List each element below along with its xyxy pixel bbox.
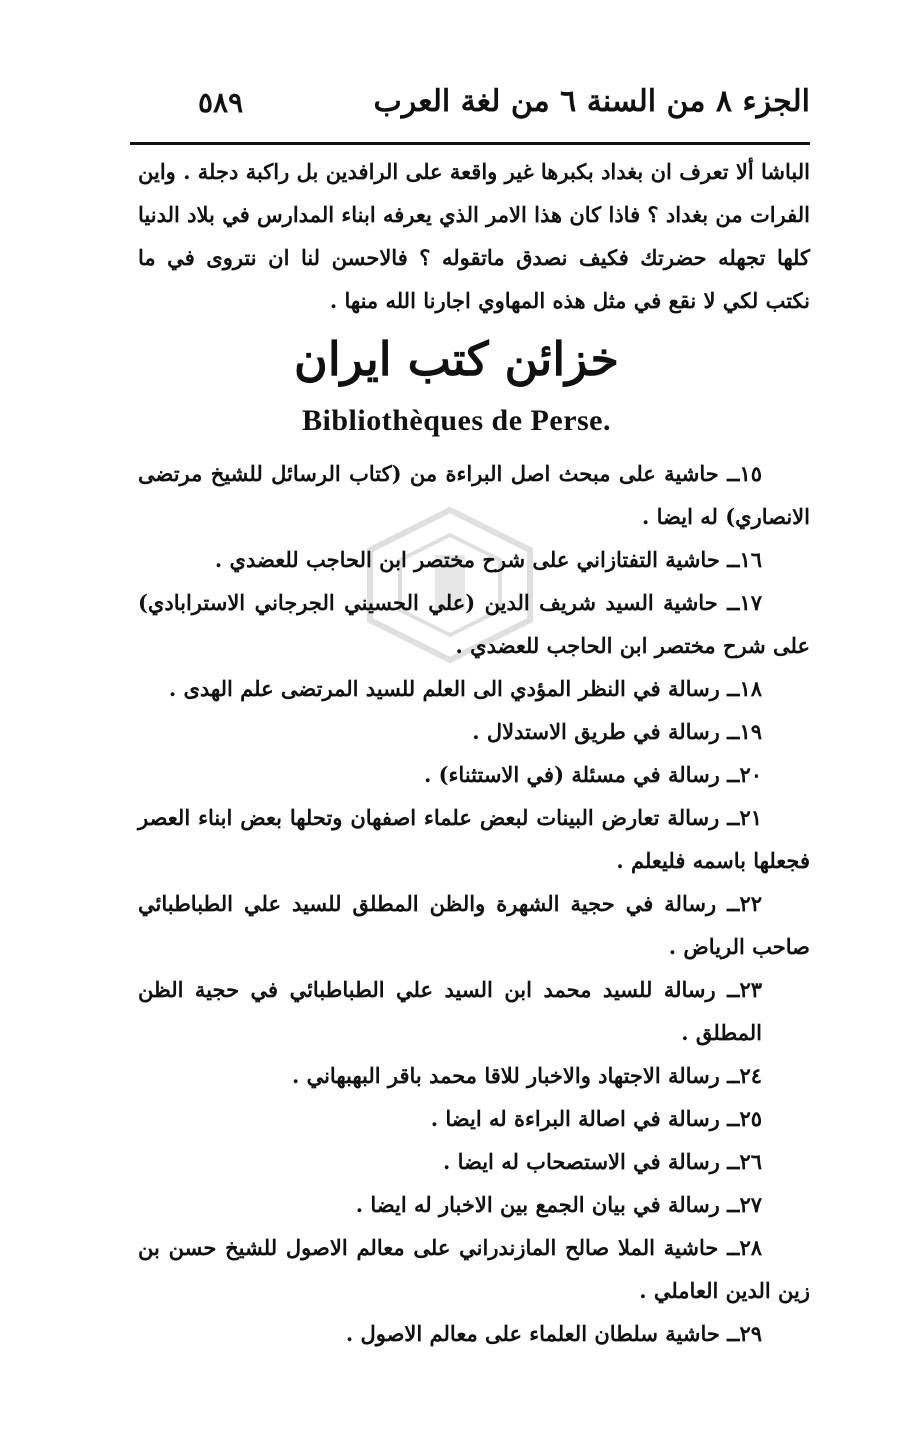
list-item: ٢١ــ رسالة تعارض البينات لبعض علماء اصفهان وتحلها بعض ابناء العصر فجعلها باسمه فليعلم . xyxy=(138,805,810,873)
list-item: ٢٨ــ حاشية الملا صالح المازندراني على معالم الاصول للشيخ حسن بن زين الدين العاملي . xyxy=(138,1235,810,1303)
section-heading-french: Bibliothèques de Perse. xyxy=(302,404,611,437)
list-item: ١٥ــ حاشية على مبحث اصل البراءة من (كتاب الرسائل للشيخ مرتضى الانصاري) له ايضا . xyxy=(138,461,810,529)
list-item: ١٨ــ رسالة في النظر المؤدي الى العلم للسيد المرتضى علم الهدى . xyxy=(168,676,762,701)
list-item: ٢٢ــ رسالة في حجية الشهرة والظن المطلق للسيد علي الطباطبائي صاحب الرياض . xyxy=(138,891,810,959)
page-number: ٥٨٩ xyxy=(198,86,244,119)
list-item: ٢٧ــ رسالة في بيان الجمع بين الاخبار له ايضا . xyxy=(355,1192,762,1217)
list-item: ٢٥ــ رسالة في اصالة البراءة له ايضا . xyxy=(430,1106,762,1131)
section-heading-arabic: خزائن كتب ايران xyxy=(294,332,619,386)
intro-paragraph: الباشا ألا تعرف ان بغداد بكبرها غير واقعة على الرافدين بل راكبة دجلة . واين الفرات من بغداد ؟ فاذا كان هذا الامر الذي يعرفه ابناء المدارس في بلاد الدنيا كلها تجهله حضرتك فكيف نصدق ماتقوله ؟ فالاحسن لنا ان نتروى في ما نكتب لكي لا نقع في مثل هذه المهاوي اجارنا الله منها . xyxy=(138,159,810,313)
list-item: ٢٤ــ رسالة الاجتهاد والاخبار للاقا محمد باقر البهبهاني . xyxy=(291,1063,762,1088)
running-header xyxy=(150,78,810,130)
list-item: ٢٣ــ رسالة للسيد محمد ابن السيد علي الطباطبائي في حجية الظن المطلق . xyxy=(138,977,762,1045)
list-item: ١٧ــ حاشية السيد شريف الدين (علي الحسيني الجرجاني الاسترابادي) على شرح مختصر ابن الحاجب للعضدي . xyxy=(138,590,810,658)
entries-list xyxy=(138,452,810,1355)
header-rule xyxy=(130,142,810,145)
list-item: ١٩ــ رسالة في طريق الاستدلال . xyxy=(472,719,762,744)
list-item: ١٦ــ حاشية التفتازاني على شرح مختصر ابن الحاجب للعضدي . xyxy=(214,547,762,572)
list-item: ٢٠ــ رسالة في مسئلة (في الاستثناء) . xyxy=(423,762,762,787)
list-item: ٢٩ــ حاشية سلطان العلماء على معالم الاصول . xyxy=(345,1321,762,1346)
list-item: ٢٦ــ رسالة في الاستصحاب له ايضا . xyxy=(442,1149,762,1174)
running-header-title: الجزء ٨ من السنة ٦ من لغة العرب xyxy=(373,84,810,119)
